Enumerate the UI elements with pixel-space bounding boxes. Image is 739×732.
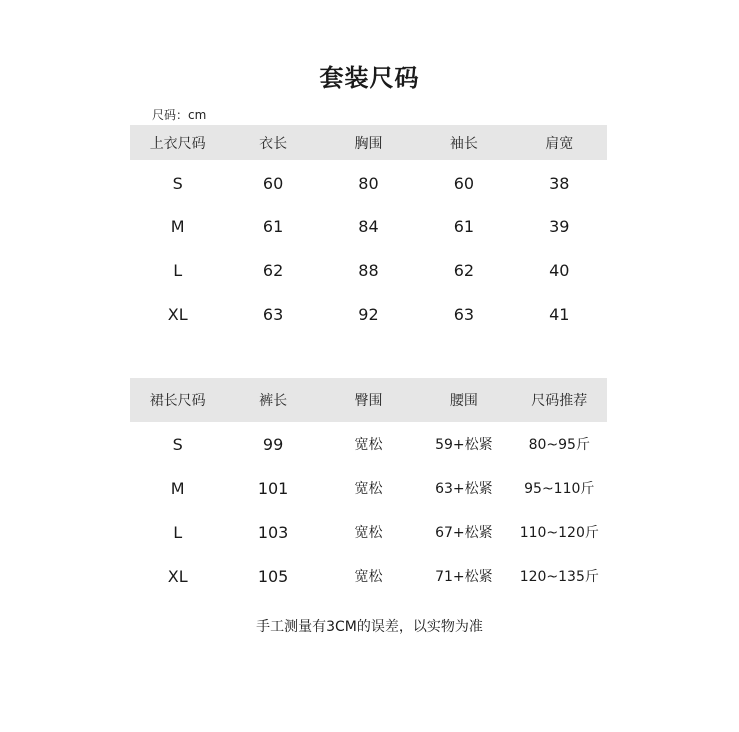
table-header-row [130, 125, 607, 160]
table-cell: 67+松紧 [435, 525, 493, 541]
table-cell: 84 [358, 216, 379, 236]
table-cell: 99 [262, 434, 284, 454]
table-cell: 63 [453, 304, 475, 324]
table-cell: 88 [358, 260, 379, 280]
column-header: 上衣尺码 [149, 135, 206, 152]
table-cell: 宽松 [354, 569, 383, 585]
table-row [130, 248, 607, 292]
column-header: 腰围 [449, 393, 478, 409]
top-size-table [130, 125, 607, 336]
table-cell: 80 [358, 173, 379, 193]
table-cell: 62 [453, 260, 475, 280]
measurement-note: 手工测量有3CM的误差，以实物为准 [256, 619, 483, 635]
table-cell: 71+松紧 [435, 569, 493, 585]
table-cell: 101 [257, 478, 289, 498]
column-header: 衣长 [259, 135, 288, 152]
table-cell: 62 [262, 260, 284, 280]
table-row [130, 422, 607, 466]
table-cell: 40 [549, 260, 570, 280]
table-row [130, 554, 607, 598]
table-cell: 61 [262, 216, 284, 236]
column-header: 裤长 [259, 393, 288, 409]
table-row [130, 204, 607, 248]
table-cell: 105 [257, 566, 289, 586]
table-cell: 39 [549, 216, 570, 236]
table-cell: 80~95斤 [528, 437, 590, 453]
column-header: 胸围 [354, 135, 383, 152]
table-cell: 60 [453, 173, 475, 193]
table-cell: 60 [262, 173, 284, 193]
size-cell: S [172, 434, 183, 454]
table-cell: 宽松 [354, 525, 383, 541]
size-cell: M [170, 216, 185, 236]
table-cell: 宽松 [354, 437, 383, 453]
column-header: 臀围 [354, 393, 383, 409]
size-cell: M [170, 478, 185, 498]
size-cell: L [173, 260, 183, 280]
table-row [130, 160, 607, 204]
table-cell: 95~110斤 [524, 481, 595, 497]
table-cell: 63 [262, 304, 284, 324]
table-cell: 61 [453, 216, 475, 236]
table-row [130, 466, 607, 510]
size-cell: L [173, 522, 183, 542]
table-cell: 63+松紧 [435, 481, 493, 497]
table-cell: 38 [549, 173, 570, 193]
table-cell: 92 [358, 304, 379, 324]
table-cell: 41 [549, 304, 570, 324]
size-cell: XL [167, 566, 188, 586]
page-title: 套装尺码 [319, 64, 420, 92]
column-header: 肩宽 [545, 135, 574, 152]
table-cell: 59+松紧 [435, 437, 493, 453]
bottom-size-table [130, 378, 607, 598]
table-cell: 110~120斤 [519, 525, 599, 541]
table-cell: 宽松 [354, 481, 383, 497]
table-cell: 103 [257, 522, 289, 542]
table-row [130, 510, 607, 554]
table-cell: 120~135斤 [519, 569, 599, 585]
table-row [130, 292, 607, 336]
column-header: 尺码推荐 [531, 393, 588, 409]
table-header-row [130, 378, 607, 422]
unit-label: 尺码：cm [152, 108, 207, 122]
size-cell: XL [167, 304, 188, 324]
column-header: 裙长尺码 [149, 393, 206, 409]
column-header: 袖长 [449, 135, 478, 152]
size-cell: S [172, 173, 183, 193]
